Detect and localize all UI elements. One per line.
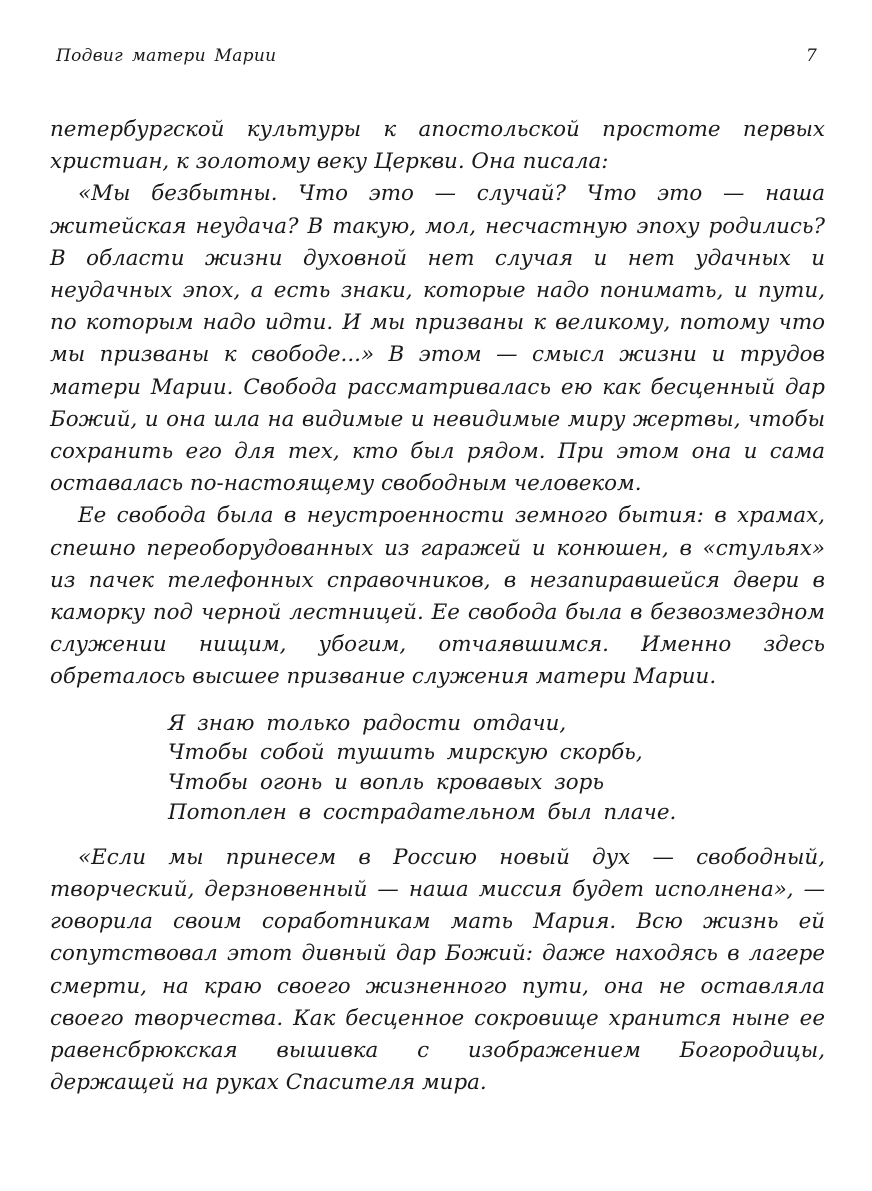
poem-stanza [168,709,825,828]
poem-line: Я знаю только радости отдачи, [168,710,567,736]
paragraph-quote: «Мы безбытны. Что это — случай? Что это — наша житейская неудача? В такую, мол, несчастную эпоху родились? В области жизни духовной нет случая и нет удачных и неудачных эпох, а есть знаки, которые надо понимать, и пути, по которым надо идти. И мы призваны к великому, потому что мы призваны к свободе...» В этом — смысл жизни и трудов матери Марии. Свобода рассматривалась ею как бесценный дар Божий, и она шла на видимые и невидимые миру жертвы, чтобы сохранить его для тех, кто был рядом. При этом она и сама оставалась по-настоящему свободным человеком. [50,181,825,497]
paragraph-closing: «Если мы принесем в Россию новый дух — свободный, творческий, дерзновенный — наша миссия будет исполнена», — говорила своим соработникам мать Мария. Всю жизнь ей сопутствовал этот дивный дар Божий: даже находясь в лагере смерти, на краю своего жизненного пути, она не оставляла своего творчества. Как бесценное сокровище хранится ныне ее равенсбрюкская вышивка с изображением Богородицы, держащей на руках Спасителя мира. [50,844,825,1096]
paragraph-continuation: петербургской культуры к апостольской простоте первых христиан, к золотому веку Церкви. Она писала: [50,117,825,175]
poem-line: Чтобы собой тушить мирскую скорбь, [168,740,643,766]
poem-line: Потоплен в сострадательном был плаче. [168,800,677,826]
body-text [50,114,825,1099]
paragraph-freedom: Ее свобода была в неустроенности земного бытия: в храмах, спешно переоборудованных из гаражей и конюшен, в «стульях» из пачек телефонных справочников, в незапиравшейся двери в каморку под черной лестницей. Ее свобода была в безвозмездном служении нищим, убогим, отчаявшимся. Именно здесь обреталось высшее призвание служения матери Марии. [50,503,825,690]
page-number: 7 [806,46,817,66]
poem-line: Чтобы огонь и вопль кровавых зорь [168,770,604,796]
running-title: Подвиг матери Марии [56,46,277,66]
